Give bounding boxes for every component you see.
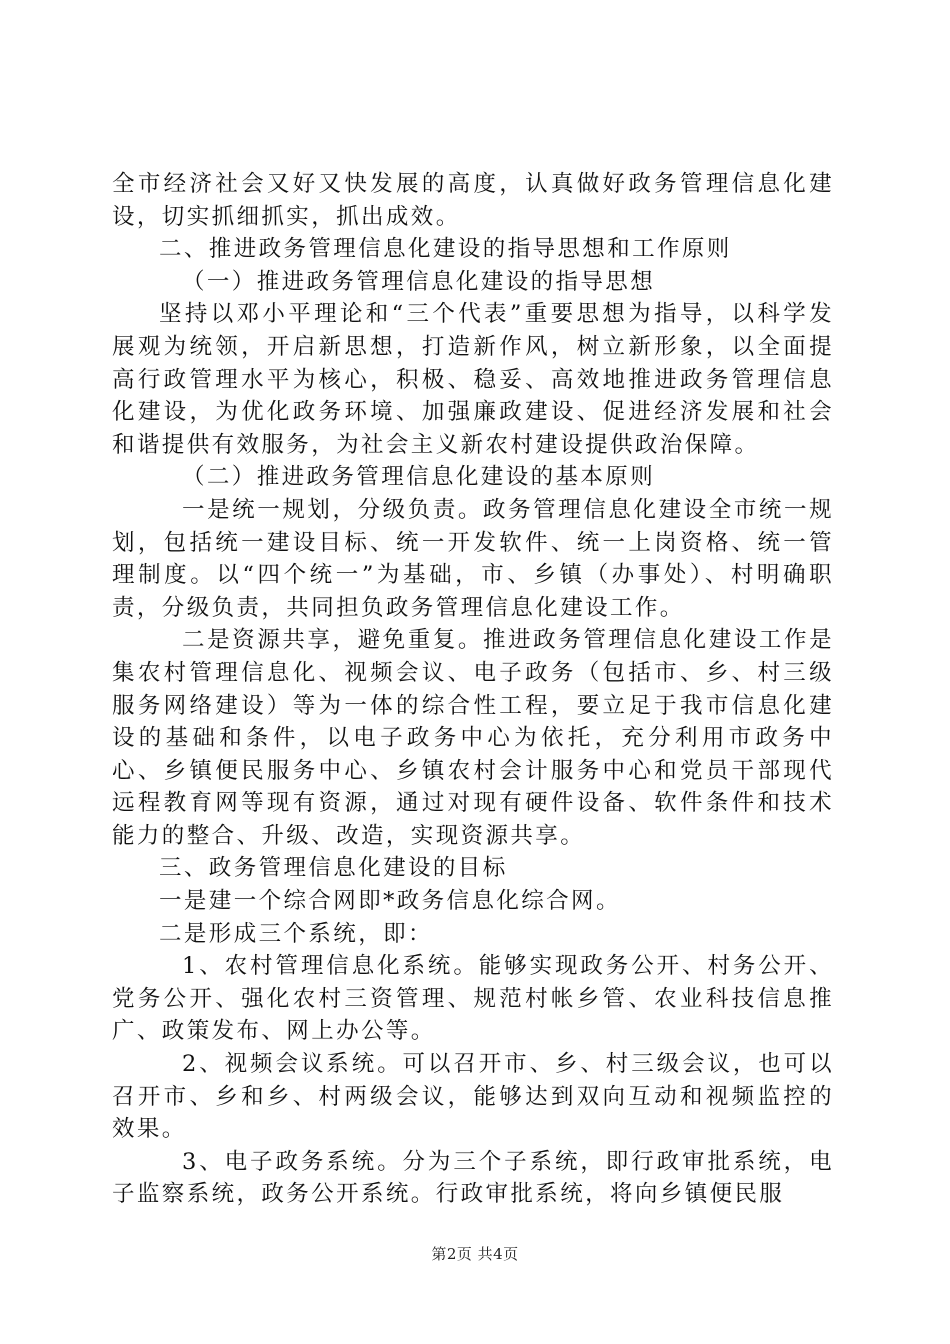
paragraph-system-2: 2、视频会议系统。可以召开市、乡、村三级会议，也可以召开市、乡和乡、村两级会议，能够达到双向互动和视频监控的效果。 (112, 1051, 834, 1143)
paragraph-guiding-thought: 坚持以邓小平理论和“三个代表”重要思想为指导，以科学发展观为统领，开启新思想，打造新作风，树立新形象，以全面提高行政管理水平为核心，积极、稳妥、高效地推进政务管理信息化建设，为优化政务环境、加强廉政建设、促进经济发展和社会和谐提供有效服务，为社会主义新农村建设提供政治保障。 (112, 301, 834, 458)
subsection-heading-basic-principles: （二）推进政务管理信息化建设的基本原则 (182, 464, 656, 491)
paragraph-goal-1: 一是建一个综合网即*政务信息化综合网。 (159, 888, 621, 915)
page-footer (0, 1243, 950, 1264)
paragraph-goal-2: 二是形成三个系统，即： (159, 920, 433, 947)
paragraph-system-1: 1、农村管理信息化系统。能够实现政务公开、村务公开、党务公开、强化农村三资管理、规范村帐乡管、农业科技信息推广、政策发布、网上办公等。 (112, 953, 834, 1045)
document-body (112, 168, 834, 1211)
paragraph-system-3: 3、电子政务系统。分为三个子系统，即行政审批系统，电子监察系统，政务公开系统。行政审批系统，将向乡镇便民服 (112, 1148, 834, 1208)
paragraph-principle-1: 一是统一规划，分级负责。政务管理信息化建设全市统一规划，包括统一建设目标、统一开发软件、统一上岗资格、统一管理制度。以“四个统一”为基础，市、乡镇（办事处）、村明确职责，分级负责，共同担负政务管理信息化建设工作。 (112, 496, 834, 621)
paragraph-1: 全市经济社会又好又快发展的高度，认真做好政务管理信息化建设，切实抓细抓实，抓出成效。 (112, 171, 834, 230)
section-heading-2: 二、推进政务管理信息化建设的指导思想和工作原则 (159, 236, 732, 263)
subsection-heading-guiding-thought: （一）推进政务管理信息化建设的指导思想 (182, 268, 656, 295)
paragraph-principle-2: 二是资源共享，避免重复。推进政务管理信息化建设工作是集农村管理信息化、视频会议、电子政务（包括市、乡、村三级服务网络建设）等为一体的综合性工程，要立足于我市信息化建设的基础和条件，以电子政务中心为依托，充分利用市政务中心、乡镇便民服务中心、乡镇农村会计服务中心和党员干部现代远程教育网等现有资源，通过对现有硬件设备、软件条件和技术能力的整合、升级、改造，实现资源共享。 (112, 627, 834, 849)
page-number: 第2页 共4页 (431, 1245, 519, 1263)
section-heading-3: 三、政务管理信息化建设的目标 (159, 855, 508, 882)
